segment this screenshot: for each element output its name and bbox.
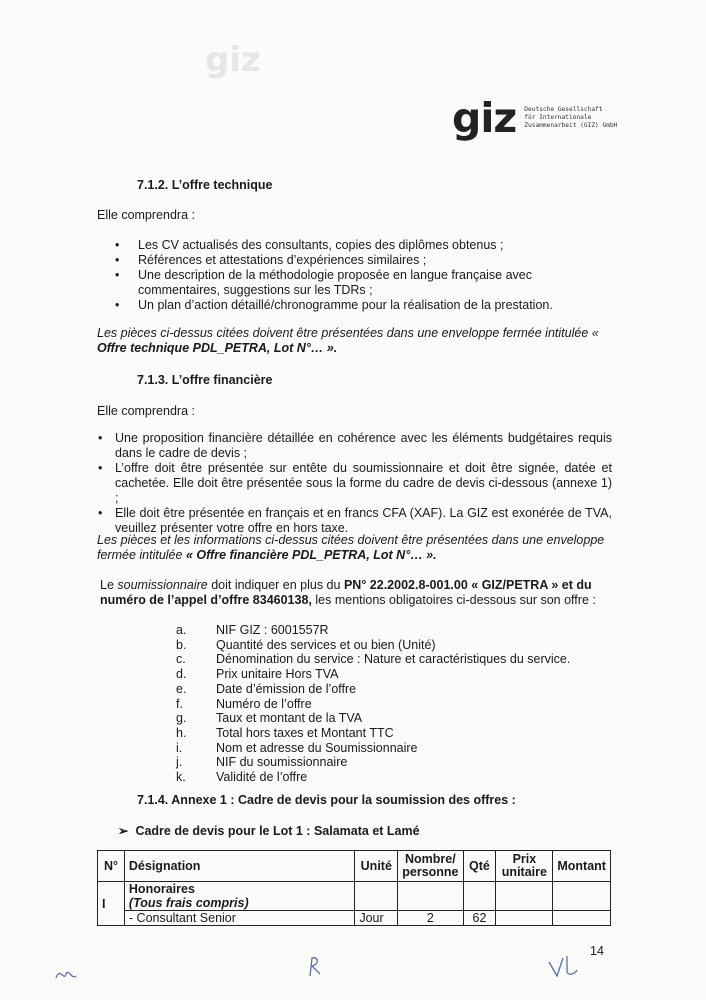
list-item — [176, 741, 596, 756]
arrow-icon: ➢ — [118, 824, 129, 838]
list-item — [176, 697, 596, 712]
list-item — [176, 667, 596, 682]
list-item — [176, 638, 596, 653]
list-item-text: Taux et montant de la TVA — [216, 711, 363, 726]
page-number: 14 — [590, 944, 604, 958]
list-item-text: Dénomination du service : Nature et caractéristiques du service. — [216, 652, 571, 667]
list-item — [176, 755, 596, 770]
list-item-letter: e. — [176, 681, 187, 696]
list-item-text: Validité de l’offre — [216, 770, 308, 785]
mentions-list — [176, 623, 596, 785]
section-713-bullets — [98, 431, 612, 536]
list-item-letter: f. — [176, 696, 183, 711]
col-header-designation: Désignation — [124, 851, 354, 882]
list-item-text: Date d’émission de l’offre — [216, 681, 357, 696]
section-712-intro: Elle comprendra : — [97, 208, 195, 222]
handwritten-initial-center — [302, 952, 326, 982]
list-item: • Une description de la méthodologie proposée en langue française avec commentaires, suggestions sur les TDRs ; — [115, 268, 533, 297]
cell-unite: Jour — [355, 911, 398, 926]
list-item-letter: g. — [176, 711, 187, 726]
col-header-prix: Prix unitaire — [496, 851, 553, 882]
company-name: Deutsche Gesellschaft für Internationale Zusammenarbeit (GIZ) GmbH — [524, 106, 618, 129]
cell-designation: - Consultant Senior — [124, 911, 354, 926]
col-header-montant: Montant — [553, 851, 611, 882]
list-item-letter: k. — [176, 770, 186, 785]
table-header-row — [98, 851, 611, 882]
table-row — [98, 911, 611, 926]
list-item-text: NIF GIZ : 6001557R — [216, 623, 329, 637]
devis-table — [97, 850, 611, 926]
handwritten-initial-left — [52, 960, 82, 986]
section-713-note: Les pièces et les informations ci-dessus citées doivent être présentées dans une enveloppe fermée intitulée « Offre financière PDL_PETRA, Lot N°… ». — [97, 533, 605, 562]
handwritten-initial-right — [545, 950, 585, 982]
list-item-text: Prix unitaire Hors TVA — [216, 667, 339, 682]
section-712-bullets — [115, 238, 613, 313]
list-item-letter: j. — [176, 755, 183, 770]
group-number: I — [98, 882, 125, 926]
list-item — [176, 682, 596, 697]
cell-montant — [553, 911, 611, 926]
list-item: • Les CV actualisés des consultants, copies des diplômes obtenus ; — [115, 238, 504, 252]
section-712-title: 7.1.2. L’offre technique — [137, 178, 273, 192]
col-header-nombre: Nombre/ personne — [398, 851, 463, 882]
section-714-title: 7.1.4. Annexe 1 : Cadre de devis pour la soumission des offres : — [137, 793, 516, 807]
list-item-letter: c. — [176, 652, 186, 667]
cell-prix — [496, 911, 553, 926]
col-header-unite: Unité — [355, 851, 398, 882]
cell-nombre: 2 — [398, 911, 463, 926]
list-item — [176, 770, 596, 785]
giz-logo — [452, 94, 618, 142]
list-item-letter: d. — [176, 667, 187, 682]
list-item — [176, 711, 596, 726]
list-item-letter: h. — [176, 725, 187, 740]
list-item-text: Quantité des services et ou bien (Unité) — [216, 637, 436, 652]
list-item: • Références et attestations d’expériences similaires ; — [115, 253, 427, 267]
section-713-intro: Elle comprendra : — [97, 404, 195, 418]
list-item: • L’offre doit être présentée sur entête du soumissionnaire et doit être signée, datée et cachetée. Elle doit être présentée sous la forme du cadre de devis ci-dessous (annexe 1) ; — [98, 461, 612, 505]
faint-logo-watermark: giz — [205, 40, 261, 80]
list-item: • Elle doit être présentée en français et en francs CFA (XAF). La GIZ est exonérée de TVA, veuillez présenter votre offre en hors taxe. — [98, 506, 612, 535]
col-header-qte: Qté — [463, 851, 496, 882]
list-item-letter: b. — [176, 637, 187, 652]
logo-mark: giz — [452, 94, 517, 142]
list-item — [176, 726, 596, 741]
list-item-text: Total hors taxes et Montant TTC — [216, 725, 394, 740]
group-title-cell: Honoraires (Tous frais compris) — [124, 882, 354, 911]
mentions-intro: Le soumissionnaire doit indiquer en plus du PN° 22.2002.8-001.00 « GIZ/PETRA » et du numéro de l’appel d’offre 83460138, les mentions obligatoires ci-dessous sur son offre : — [100, 578, 596, 607]
cell-qte: 62 — [463, 911, 496, 926]
list-item — [176, 623, 596, 638]
list-item: • Un plan d’action détaillé/chronogramme pour la réalisation de la prestation. — [115, 298, 553, 312]
section-713-title: 7.1.3. L’offre financière — [137, 373, 273, 387]
list-item-letter: a. — [176, 623, 187, 637]
list-item: • Une proposition financière détaillée en cohérence avec les éléments budgétaires requis dans le cadre de devis ; — [98, 431, 612, 460]
table-group-row — [98, 882, 611, 911]
list-item — [176, 652, 596, 667]
col-header-numero: N° — [98, 851, 125, 882]
list-item-text: Numéro de l’offre — [216, 696, 312, 711]
list-item-text: Nom et adresse du Soumissionnaire — [216, 740, 418, 755]
section-714-subtitle: ➢ Cadre de devis pour le Lot 1 : Salamata et Lamé — [118, 824, 420, 838]
list-item-text: NIF du soumissionnaire — [216, 755, 348, 770]
list-item-letter: i. — [176, 740, 183, 755]
section-712-note: Les pièces ci-dessus citées doivent être présentées dans une enveloppe fermée intitulée « Offre technique PDL_PETRA, Lot N°… ». — [97, 326, 599, 355]
